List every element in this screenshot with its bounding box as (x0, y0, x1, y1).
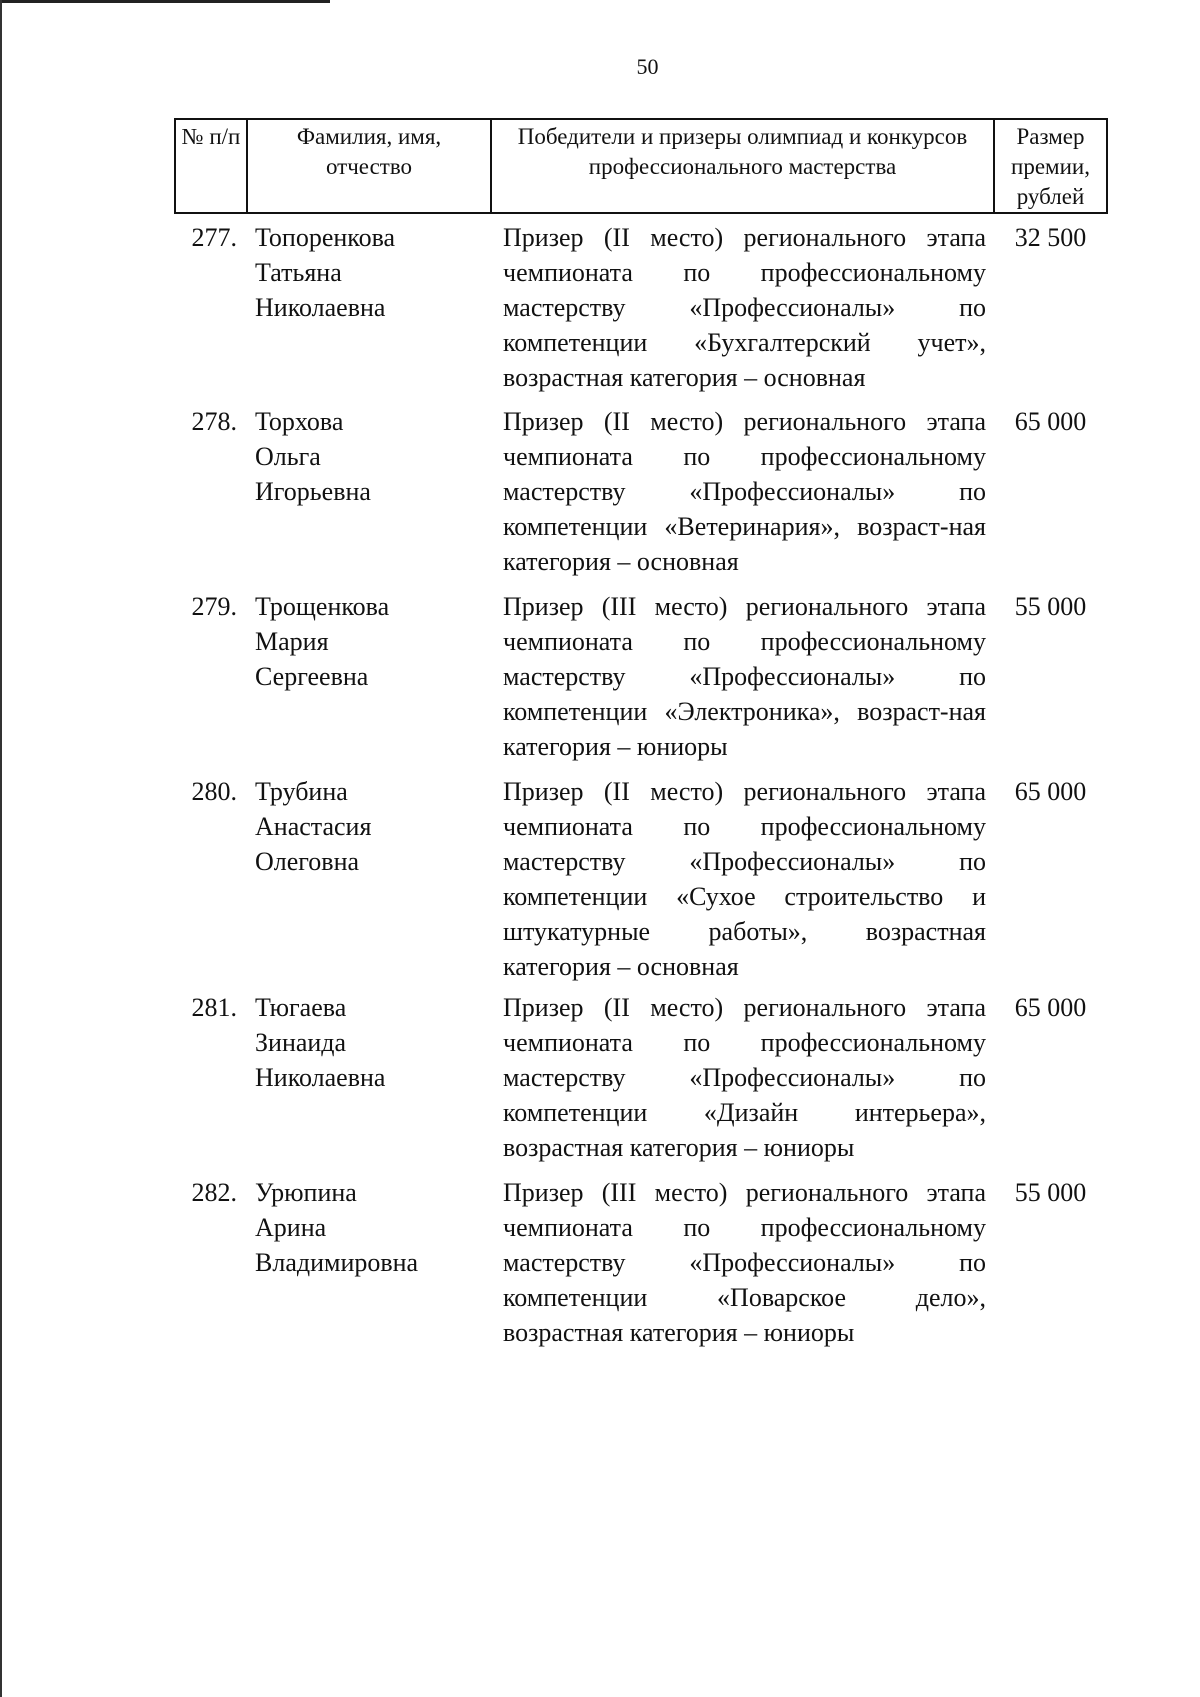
table-body (175, 213, 1107, 1350)
row-full-name (247, 398, 491, 583)
table-header-row (175, 119, 1107, 213)
table-row (175, 1169, 1107, 1350)
row-full-name (247, 583, 491, 768)
row-patronymic: Игорьевна (255, 477, 371, 506)
row-patronymic: Николаевна (255, 1063, 386, 1092)
row-surname: Тюгаева (255, 993, 347, 1022)
row-patronymic: Владимировна (255, 1248, 419, 1277)
row-number: 282. (191, 1178, 237, 1207)
row-surname: Трощенкова (255, 592, 390, 621)
row-first-name: Татьяна (255, 258, 342, 287)
row-achievement-text: Призер (II место) регионального этапа чемпионата по профессиональному мастерству «Профессионалы» по компетенции «Ветеринария», возраст-ная категория – основная (503, 407, 986, 576)
row-patronymic: Олеговна (255, 847, 360, 876)
row-prize: 55 000 (1014, 1178, 1087, 1207)
page-number: 50 (636, 54, 659, 79)
row-achievement-text: Призер (II место) регионального этапа чемпионата по профессиональному мастерству «Профессионалы» по компетенции «Сухое строительство и штукатурные работы», возрастная категория – основная (503, 777, 986, 981)
row-prize: 65 000 (1014, 777, 1087, 806)
row-full-name (247, 1169, 491, 1350)
row-achievement (491, 768, 994, 984)
scan-edge-left (0, 0, 2, 1697)
row-achievement (491, 583, 994, 768)
row-achievement (491, 984, 994, 1169)
table-row (175, 768, 1107, 984)
row-patronymic: Николаевна (255, 293, 386, 322)
row-achievement (491, 213, 994, 398)
header-number: № п/п (175, 119, 247, 213)
row-full-name (247, 768, 491, 984)
row-number: 281. (191, 993, 237, 1022)
row-prize: 65 000 (1014, 993, 1087, 1022)
header-name: Фамилия, имя, отчество (247, 119, 491, 213)
row-achievement-text: Призер (III место) регионального этапа чемпионата по профессиональному мастерству «Профессионалы» по компетенции «Электроника», возраст-ная категория – юниоры (503, 592, 986, 761)
table-row (175, 213, 1107, 398)
row-prize: 55 000 (1014, 592, 1087, 621)
row-number: 280. (191, 777, 237, 806)
table-row (175, 583, 1107, 768)
header-achievement: Победители и призеры олимпиад и конкурсов профессионального мастерства (491, 119, 994, 213)
table-row (175, 398, 1107, 583)
row-first-name: Ольга (255, 442, 321, 471)
row-achievement-text: Призер (II место) регионального этапа чемпионата по профессиональному мастерству «Профессионалы» по компетенции «Дизайн интерьера», возрастная категория – юниоры (503, 993, 986, 1162)
row-achievement (491, 398, 994, 583)
row-number: 277. (191, 223, 237, 252)
row-surname: Урюпина (255, 1178, 357, 1207)
row-full-name (247, 213, 491, 398)
scan-edge-top (0, 0, 330, 3)
row-surname: Торхова (255, 407, 344, 436)
row-achievement-text: Призер (III место) регионального этапа чемпионата по профессиональному мастерству «Профессионалы» по компетенции «Поварское дело», возрастная категория – юниоры (503, 1178, 986, 1347)
row-first-name: Зинаида (255, 1028, 347, 1057)
row-first-name: Мария (255, 627, 329, 656)
row-number: 279. (191, 592, 237, 621)
row-surname: Топоренкова (255, 223, 396, 252)
laureates-table (174, 118, 1108, 1350)
header-prize: Размер премии, рублей (994, 119, 1107, 213)
row-patronymic: Сергеевна (255, 662, 369, 691)
row-achievement-text: Призер (II место) регионального этапа чемпионата по профессиональному мастерству «Профессионалы» по компетенции «Бухгалтерский учет», возрастная категория – основная (503, 223, 986, 392)
row-prize: 65 000 (1014, 407, 1087, 436)
row-first-name: Анастасия (255, 812, 372, 841)
row-first-name: Арина (255, 1213, 327, 1242)
table-row (175, 984, 1107, 1169)
row-prize: 32 500 (1014, 223, 1087, 252)
row-number: 278. (191, 407, 237, 436)
row-surname: Трубина (255, 777, 348, 806)
row-full-name (247, 984, 491, 1169)
row-achievement (491, 1169, 994, 1350)
